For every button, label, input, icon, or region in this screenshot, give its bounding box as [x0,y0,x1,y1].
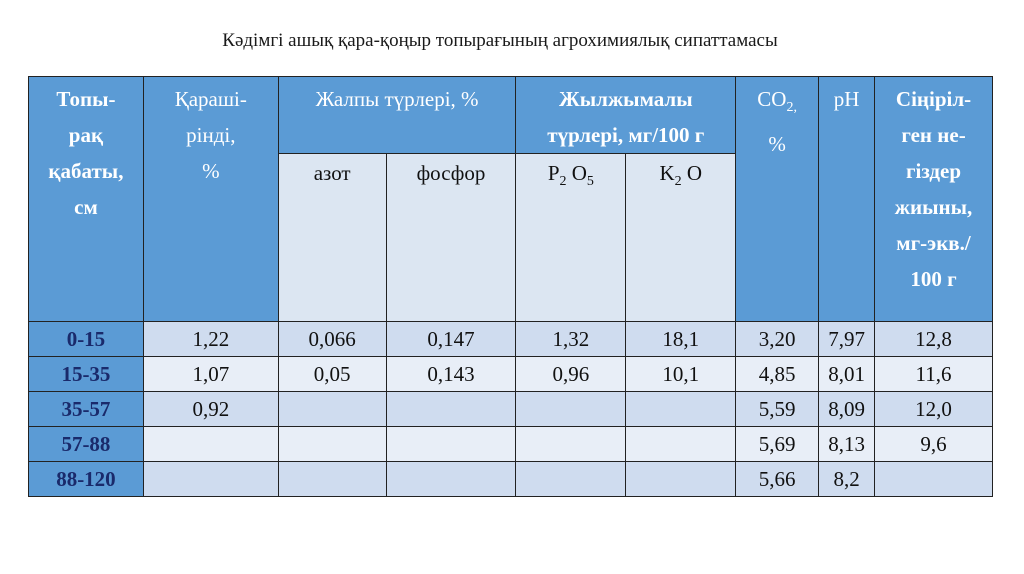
cell-p2o5: 1,32 [516,322,626,357]
cell-ph: 8,01 [819,357,875,392]
cell-co2: 5,69 [736,427,819,462]
cell-humus: 1,22 [143,322,278,357]
cell-p2o5 [516,392,626,427]
cell-phosphorus [386,462,516,497]
cell-p2o5 [516,427,626,462]
cell-k2o [626,427,736,462]
subheader-p2o5: $P_2$ $O_5$ [516,154,626,322]
row-layer: 15-35 [29,357,144,392]
agrochemical-table [28,76,993,497]
cell-phosphorus: 0,143 [386,357,516,392]
header-humus: Қараші- рінді, % [143,77,278,322]
header-mobile-forms: Жылжымалы түрлері, мг/100 г [516,77,736,154]
cell-nitrogen: 0,05 [278,357,386,392]
cell-humus [143,427,278,462]
table-row [29,427,993,462]
cell-p2o5: 0,96 [516,357,626,392]
cell-ph: 8,2 [819,462,875,497]
cell-ph: 7,97 [819,322,875,357]
header-co2: $CO_{2,}$ % [736,77,819,322]
cell-nitrogen [278,392,386,427]
cell-k2o [626,462,736,497]
table-row [29,462,993,497]
cell-co2: 5,59 [736,392,819,427]
cell-absorbed: 11,6 [875,357,993,392]
row-layer: 0-15 [29,322,144,357]
table-row [29,357,993,392]
subheader-k2o: $K_2$ O [626,154,736,322]
header-ph: pH [819,77,875,322]
cell-phosphorus [386,392,516,427]
cell-p2o5 [516,462,626,497]
cell-phosphorus: 0,147 [386,322,516,357]
row-layer: 35-57 [29,392,144,427]
cell-ph: 8,09 [819,392,875,427]
subheader-phosphorus: фосфор [386,154,516,322]
cell-humus [143,462,278,497]
table-row [29,392,993,427]
subheader-nitrogen: азот [278,154,386,322]
row-layer: 57-88 [29,427,144,462]
cell-phosphorus [386,427,516,462]
cell-co2: 4,85 [736,357,819,392]
cell-humus: 1,07 [143,357,278,392]
cell-co2: 3,20 [736,322,819,357]
cell-nitrogen [278,427,386,462]
cell-absorbed: 12,8 [875,322,993,357]
cell-nitrogen: 0,066 [278,322,386,357]
cell-absorbed: 12,0 [875,392,993,427]
cell-nitrogen [278,462,386,497]
cell-k2o: 18,1 [626,322,736,357]
cell-ph: 8,13 [819,427,875,462]
cell-k2o: 10,1 [626,357,736,392]
cell-k2o [626,392,736,427]
cell-co2: 5,66 [736,462,819,497]
header-absorbed-bases: Сіңіріл- ген не- гіздер жиыны, мг-экв./ 100 г [875,77,993,322]
table-row [29,322,993,357]
slide-title: Кәдімгі ашық қара-қоңыр топырағының агрохимиялық сипаттамасы [222,30,778,51]
cell-absorbed: 9,6 [875,427,993,462]
cell-humus: 0,92 [143,392,278,427]
header-total-forms: Жалпы түрлері, % [278,77,516,154]
row-layer: 88-120 [29,462,144,497]
header-layer: Топы- рақ қабаты, см [29,77,144,322]
cell-absorbed [875,462,993,497]
